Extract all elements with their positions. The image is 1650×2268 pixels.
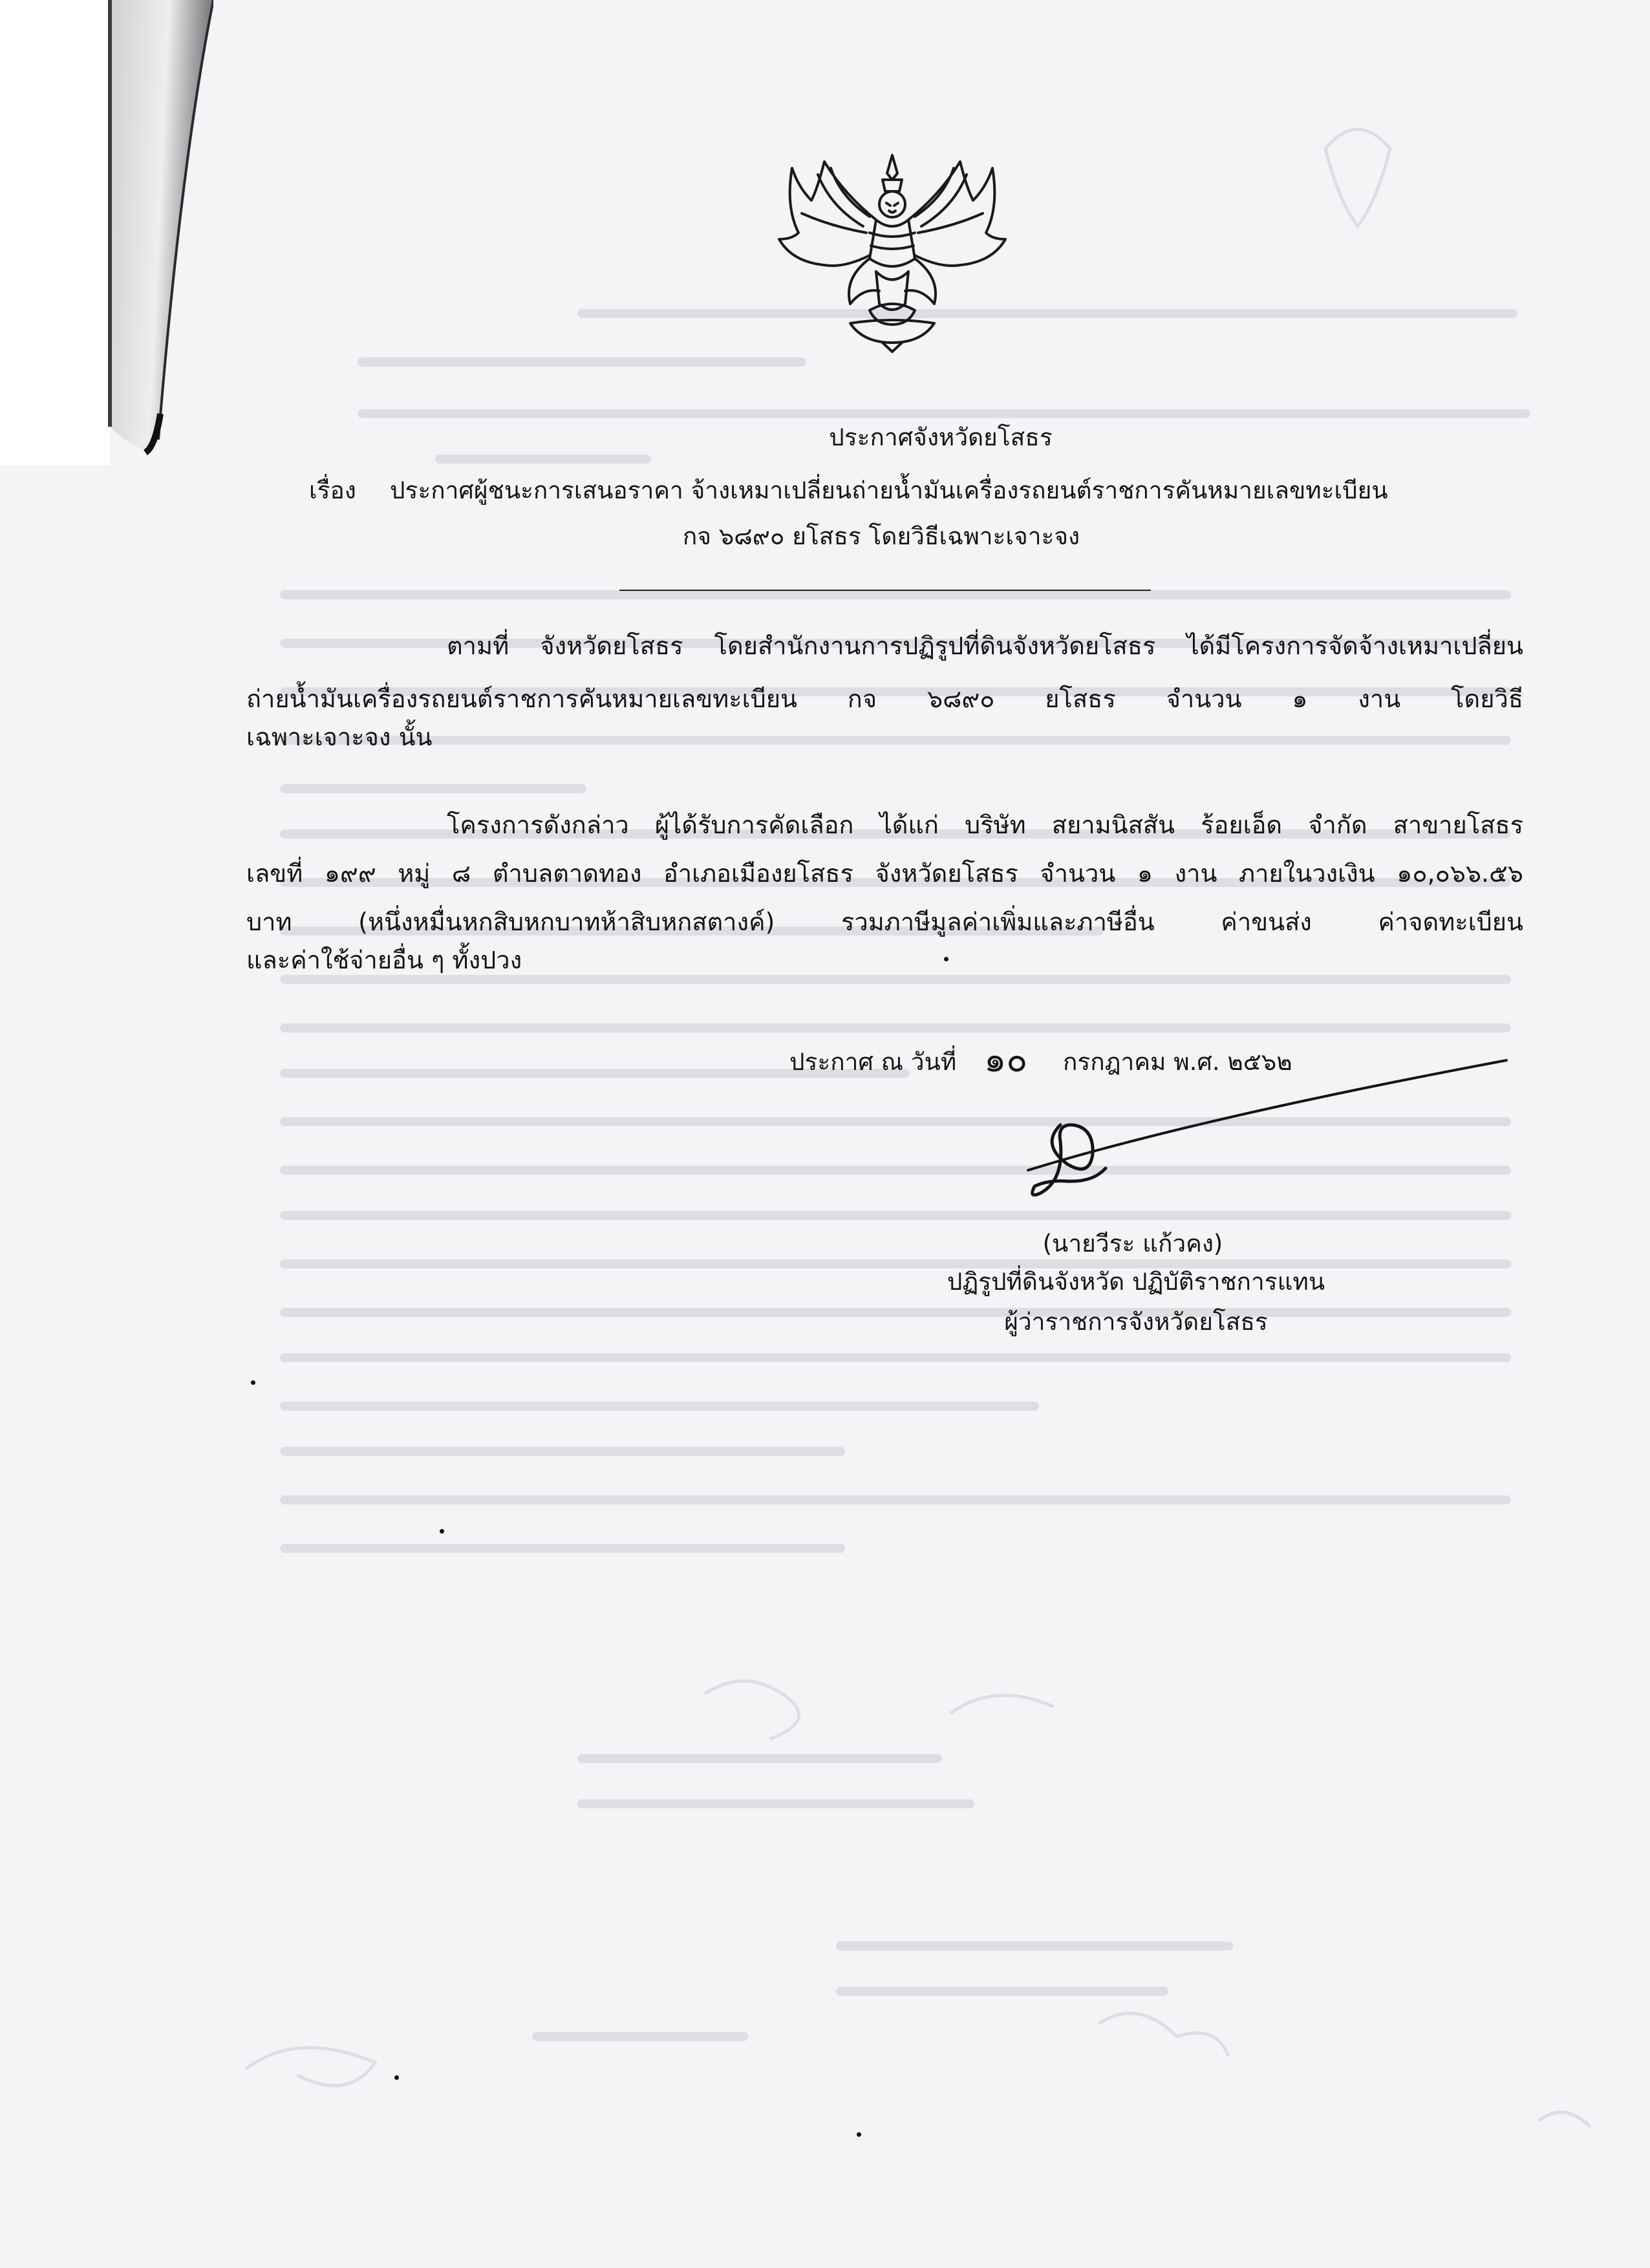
announcement-prefix: ประกาศ ณ วันที่ — [789, 1048, 957, 1076]
folded-page-corner — [0, 0, 213, 465]
scan-speck — [251, 1380, 255, 1385]
header-separator — [619, 590, 1151, 591]
announcement-month-year: กรกฎาคม พ.ศ. ๒๕๖๒ — [1063, 1048, 1292, 1076]
para2-line-3: บาท (หนึ่งหมื่นหกสิบหกบาทห้าสิบหกสตางค์) รวมภาษีมูลค่าเพิ่มและภาษีอื่น ค่าขนส่ง ค่าจดทะเบียน — [246, 908, 1523, 936]
para2-line-4: และค่าใช้จ่ายอื่น ๆ ทั้งปวง — [246, 946, 522, 974]
announcement-day-handwritten: ๑๐ — [984, 1039, 1028, 1080]
scan-speck — [440, 1529, 444, 1534]
garuda-emblem-icon — [773, 149, 1012, 356]
para1-line-2: ถ่ายน้ำมันเครื่องรถยนต์ราชการคันหมายเลขทะเบียน กจ ๖๘๙๐ ยโสธร จำนวน ๑ งาน โดยวิธี — [246, 685, 1523, 713]
para1-line-1: ตามที่ จังหวัดยโสธร โดยสำนักงานการปฏิรูปที่ดินจังหวัดยโสธร ได้มีโครงการจัดจ้างเหมาเปลี่ยน — [447, 632, 1523, 660]
para1-line-3: เฉพาะเจาะจง นั้น — [246, 723, 433, 751]
scan-speck — [857, 2132, 861, 2137]
para2-line-2: เลขที่ ๑๙๙ หมู่ ๘ ตำบลตาดทอง อำเภอเมืองยโสธร จังหวัดยโสธร จำนวน ๑ งาน ภายในวงเงิน ๑๐,๐๖๖.๕๖ — [246, 859, 1523, 888]
subject-line-1: ประกาศผู้ชนะการเสนอราคา จ้างเหมาเปลี่ยนถ่ายน้ำมันเครื่องรถยนต์ราชการคันหมายเลขทะเบียน — [390, 476, 1388, 504]
signatory-position-2: ผู้ว่าราชการจังหวัดยโสธร — [1004, 1308, 1268, 1336]
subject-line-2: กจ ๖๘๙๐ ยโสธร โดยวิธีเฉพาะเจาะจง — [682, 522, 1080, 550]
scan-speck — [394, 2075, 399, 2080]
issuer-title: ประกาศจังหวัดยโสธร — [829, 423, 1053, 451]
signatory-position-1: ปฏิรูปที่ดินจังหวัด ปฏิบัติราชการแทน — [947, 1268, 1325, 1296]
para2-line-1: โครงการดังกล่าว ผู้ได้รับการคัดเลือก ได้แก่ บริษัท สยามนิสสัน ร้อยเอ็ด จำกัด สาขายโสธร — [447, 811, 1523, 839]
signatory-name: (นายวีระ แก้วคง) — [1042, 1230, 1223, 1257]
subject-label: เรื่อง — [309, 476, 356, 504]
scan-speck — [944, 957, 948, 961]
handwritten-signature — [1002, 1028, 1519, 1222]
